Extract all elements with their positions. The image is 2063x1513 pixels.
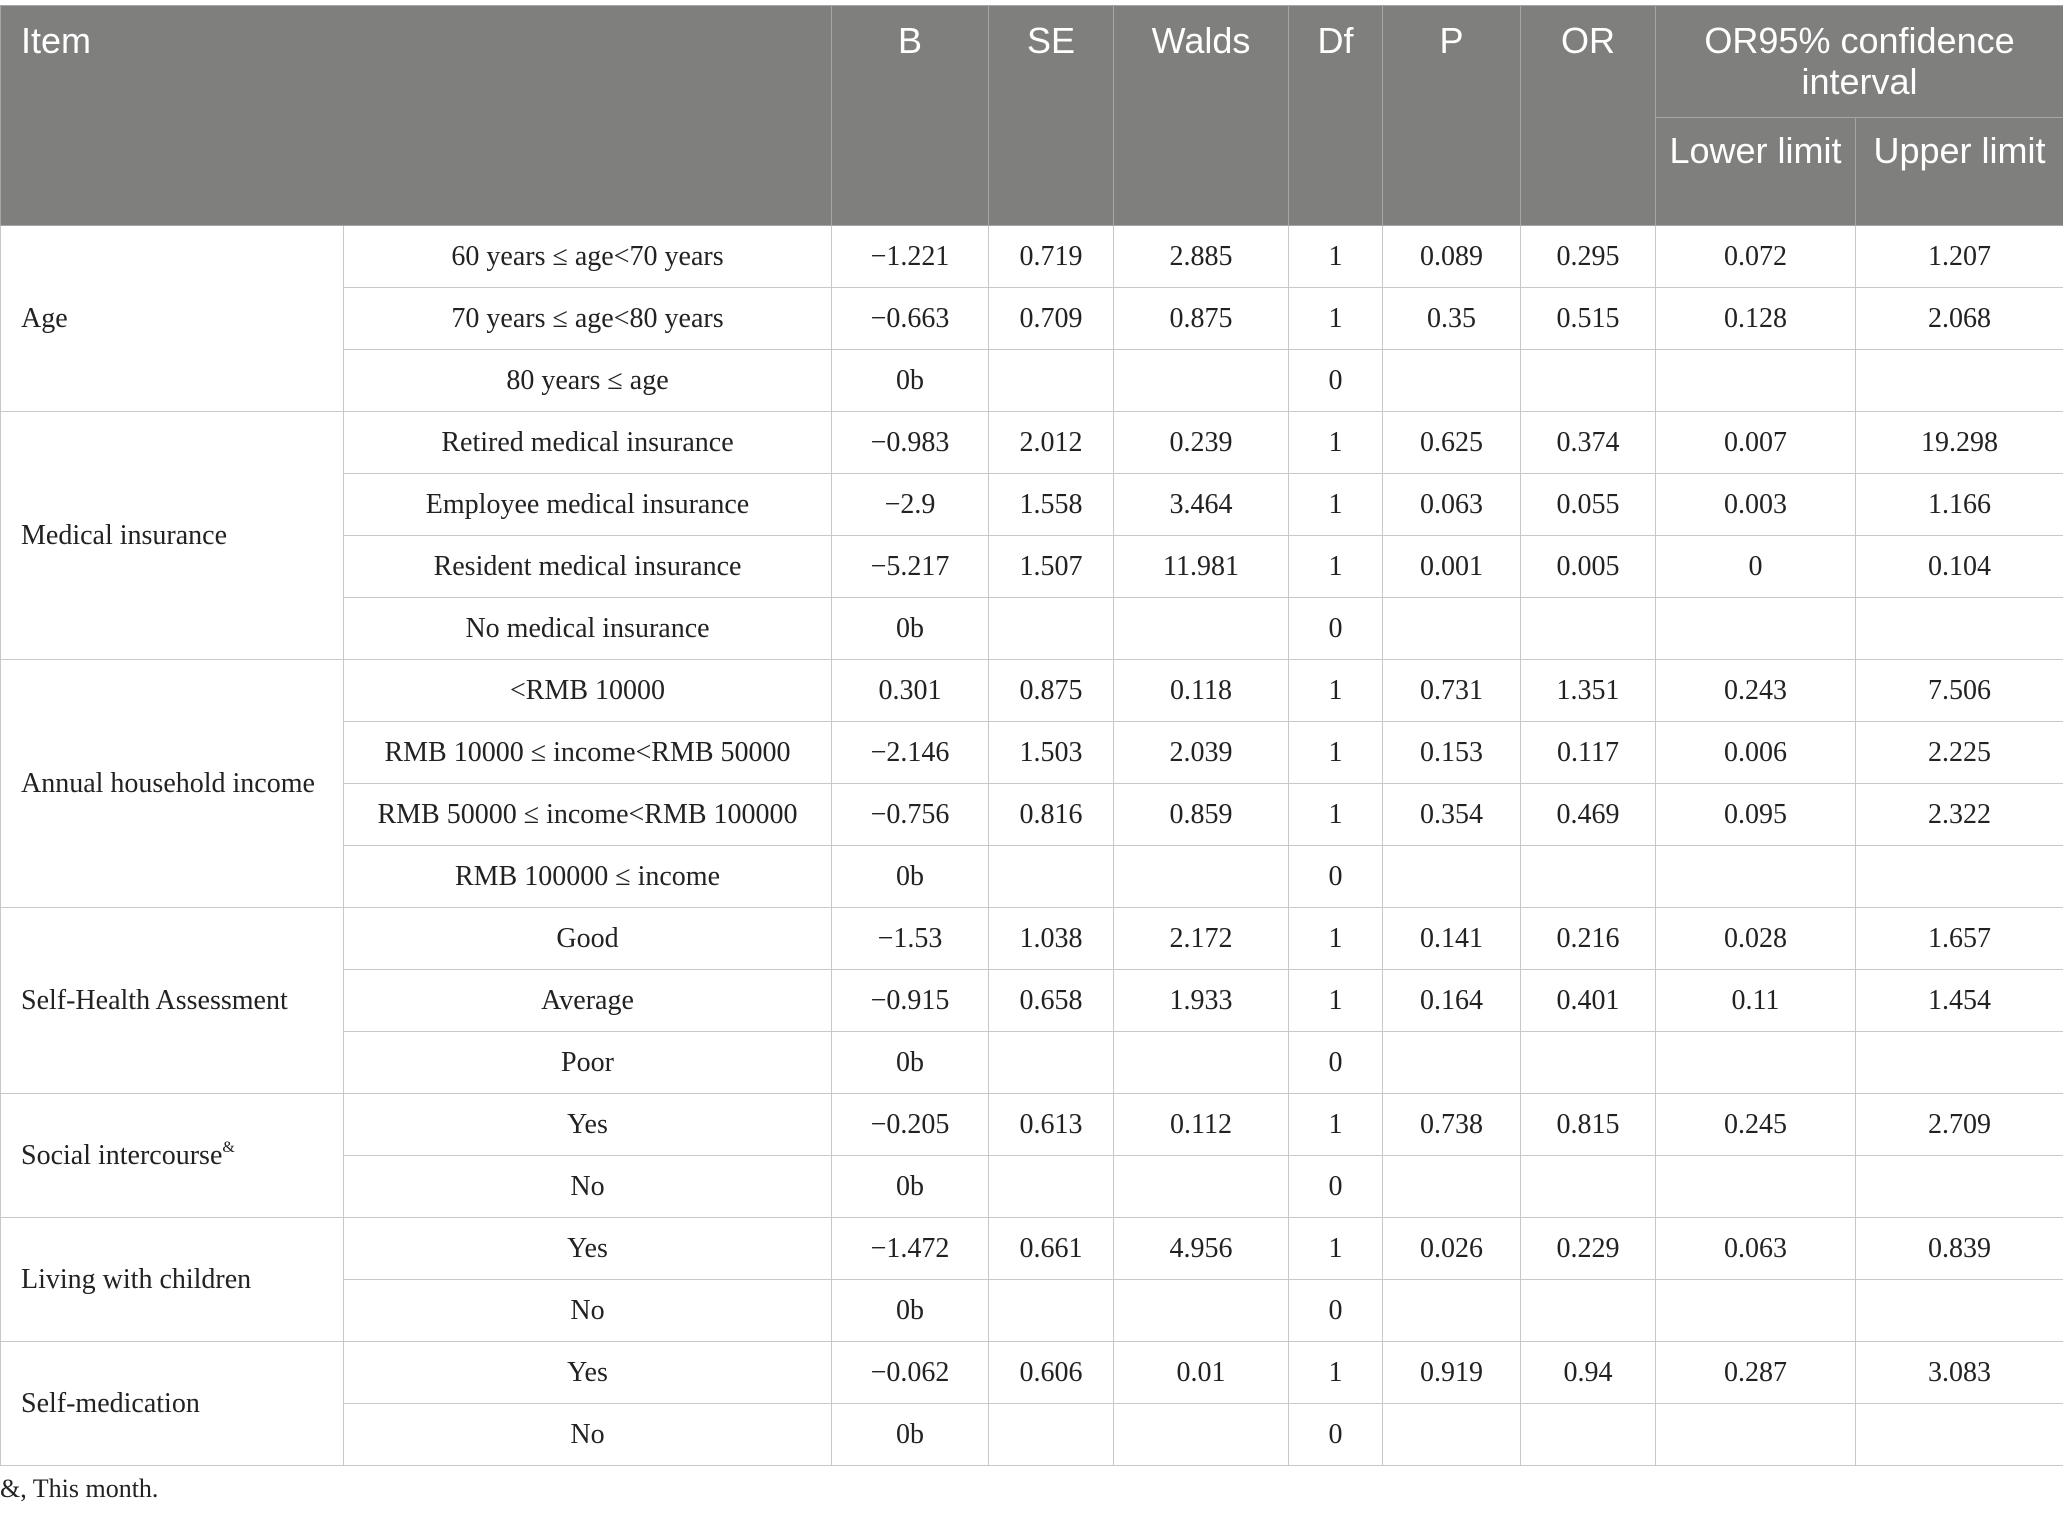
upper-cell: [1856, 1032, 2063, 1094]
or-cell: 0.117: [1521, 722, 1656, 784]
p-cell: 0.625: [1383, 412, 1521, 474]
category-cell: Poor: [344, 1032, 832, 1094]
b-cell: 0b: [832, 1404, 989, 1466]
group-label: [1, 1342, 344, 1466]
lower-cell: [1656, 1032, 1856, 1094]
b-cell: −1.472: [832, 1218, 989, 1280]
se-cell: 0.613: [989, 1094, 1114, 1156]
upper-cell: 1.454: [1856, 970, 2063, 1032]
b-cell: −0.756: [832, 784, 989, 846]
se-cell: 1.507: [989, 536, 1114, 598]
se-cell: 2.012: [989, 412, 1114, 474]
lower-cell: [1656, 1280, 1856, 1342]
se-cell: [989, 350, 1114, 412]
header-or: OR: [1521, 6, 1656, 226]
or-cell: [1521, 1280, 1656, 1342]
header-b: B: [832, 6, 989, 226]
p-cell: [1383, 1404, 1521, 1466]
or-cell: 0.005: [1521, 536, 1656, 598]
category-cell: Employee medical insurance: [344, 474, 832, 536]
lower-cell: [1656, 350, 1856, 412]
category-cell: 60 years ≤ age<70 years: [344, 226, 832, 288]
se-cell: 1.038: [989, 908, 1114, 970]
b-cell: 0b: [832, 846, 989, 908]
df-cell: 0: [1289, 1404, 1383, 1466]
se-cell: [989, 1156, 1114, 1218]
category-cell: RMB 100000 ≤ income: [344, 846, 832, 908]
group-label: [1, 1218, 344, 1342]
category-cell: Yes: [344, 1342, 832, 1404]
b-cell: −0.062: [832, 1342, 989, 1404]
se-cell: [989, 846, 1114, 908]
walds-cell: [1114, 1404, 1289, 1466]
lower-cell: 0: [1656, 536, 1856, 598]
table-header: [1, 6, 2063, 226]
p-cell: 0.738: [1383, 1094, 1521, 1156]
se-cell: 0.658: [989, 970, 1114, 1032]
upper-cell: 19.298: [1856, 412, 2063, 474]
lower-cell: 0.006: [1656, 722, 1856, 784]
upper-cell: 3.083: [1856, 1342, 2063, 1404]
upper-cell: 2.322: [1856, 784, 2063, 846]
se-cell: 0.661: [989, 1218, 1114, 1280]
se-cell: [989, 1404, 1114, 1466]
p-cell: 0.089: [1383, 226, 1521, 288]
group-label-text: Social intercourse: [21, 1139, 223, 1171]
df-cell: 0: [1289, 1156, 1383, 1218]
lower-cell: [1656, 598, 1856, 660]
p-cell: [1383, 598, 1521, 660]
b-cell: −0.663: [832, 288, 989, 350]
or-cell: 0.055: [1521, 474, 1656, 536]
upper-cell: [1856, 350, 2063, 412]
df-cell: 1: [1289, 412, 1383, 474]
b-cell: 0b: [832, 1156, 989, 1218]
df-cell: 1: [1289, 288, 1383, 350]
b-cell: −1.221: [832, 226, 989, 288]
header-upper-limit: Upper limit: [1856, 117, 2063, 226]
category-cell: Retired medical insurance: [344, 412, 832, 474]
or-cell: 0.401: [1521, 970, 1656, 1032]
header-df: Df: [1289, 6, 1383, 226]
df-cell: 1: [1289, 474, 1383, 536]
or-cell: 0.229: [1521, 1218, 1656, 1280]
walds-cell: 2.885: [1114, 226, 1289, 288]
group-label: [1, 226, 344, 412]
lower-cell: 0.243: [1656, 660, 1856, 722]
upper-cell: 0.104: [1856, 536, 2063, 598]
table-row: [1, 412, 2063, 474]
table-row: [1, 1218, 2063, 1280]
category-cell: RMB 50000 ≤ income<RMB 100000: [344, 784, 832, 846]
or-cell: 1.351: [1521, 660, 1656, 722]
upper-cell: 1.207: [1856, 226, 2063, 288]
se-cell: 0.709: [989, 288, 1114, 350]
header-item: Item: [1, 6, 832, 226]
b-cell: 0b: [832, 1280, 989, 1342]
category-cell: No: [344, 1156, 832, 1218]
b-cell: −0.915: [832, 970, 989, 1032]
regression-table: [0, 5, 2063, 1466]
walds-cell: 2.039: [1114, 722, 1289, 784]
p-cell: 0.35: [1383, 288, 1521, 350]
category-cell: No: [344, 1280, 832, 1342]
b-cell: −0.983: [832, 412, 989, 474]
or-cell: [1521, 846, 1656, 908]
group-label-text: Self-medication: [21, 1387, 200, 1419]
or-cell: 0.469: [1521, 784, 1656, 846]
df-cell: 1: [1289, 1342, 1383, 1404]
table-row: [1, 908, 2063, 970]
se-cell: 0.606: [989, 1342, 1114, 1404]
category-cell: Yes: [344, 1218, 832, 1280]
category-cell: Good: [344, 908, 832, 970]
lower-cell: 0.128: [1656, 288, 1856, 350]
category-cell: No medical insurance: [344, 598, 832, 660]
b-cell: −1.53: [832, 908, 989, 970]
p-cell: 0.141: [1383, 908, 1521, 970]
upper-cell: [1856, 1404, 2063, 1466]
or-cell: 0.216: [1521, 908, 1656, 970]
table-body: [1, 226, 2063, 1466]
category-cell: Average: [344, 970, 832, 1032]
walds-cell: 0.118: [1114, 660, 1289, 722]
category-cell: 80 years ≤ age: [344, 350, 832, 412]
or-cell: 0.815: [1521, 1094, 1656, 1156]
walds-cell: 0.859: [1114, 784, 1289, 846]
p-cell: 0.001: [1383, 536, 1521, 598]
lower-cell: 0.003: [1656, 474, 1856, 536]
lower-cell: 0.028: [1656, 908, 1856, 970]
or-cell: 0.374: [1521, 412, 1656, 474]
walds-cell: 3.464: [1114, 474, 1289, 536]
header-se: SE: [989, 6, 1114, 226]
walds-cell: [1114, 1156, 1289, 1218]
or-cell: [1521, 1156, 1656, 1218]
group-label-text: Living with children: [21, 1263, 252, 1295]
walds-cell: [1114, 1280, 1289, 1342]
se-cell: 1.503: [989, 722, 1114, 784]
df-cell: 0: [1289, 350, 1383, 412]
group-label-text: Age: [21, 302, 68, 334]
lower-cell: 0.11: [1656, 970, 1856, 1032]
group-label: [1, 908, 344, 1094]
upper-cell: 1.657: [1856, 908, 2063, 970]
se-cell: [989, 1032, 1114, 1094]
upper-cell: 2.068: [1856, 288, 2063, 350]
df-cell: 1: [1289, 784, 1383, 846]
lower-cell: 0.287: [1656, 1342, 1856, 1404]
category-cell: RMB 10000 ≤ income<RMB 50000: [344, 722, 832, 784]
df-cell: 1: [1289, 722, 1383, 784]
p-cell: 0.354: [1383, 784, 1521, 846]
p-cell: 0.063: [1383, 474, 1521, 536]
b-cell: −0.205: [832, 1094, 989, 1156]
p-cell: [1383, 846, 1521, 908]
walds-cell: 1.933: [1114, 970, 1289, 1032]
df-cell: 0: [1289, 598, 1383, 660]
group-label: [1, 1094, 344, 1218]
b-cell: 0b: [832, 598, 989, 660]
df-cell: 1: [1289, 660, 1383, 722]
walds-cell: 0.875: [1114, 288, 1289, 350]
p-cell: [1383, 350, 1521, 412]
category-cell: <RMB 10000: [344, 660, 832, 722]
b-cell: 0b: [832, 350, 989, 412]
lower-cell: 0.095: [1656, 784, 1856, 846]
lower-cell: 0.072: [1656, 226, 1856, 288]
upper-cell: 2.709: [1856, 1094, 2063, 1156]
lower-cell: [1656, 1156, 1856, 1218]
table-row: [1, 1342, 2063, 1404]
lower-cell: 0.245: [1656, 1094, 1856, 1156]
lower-cell: [1656, 846, 1856, 908]
upper-cell: 0.839: [1856, 1218, 2063, 1280]
df-cell: 1: [1289, 970, 1383, 1032]
walds-cell: 0.239: [1114, 412, 1289, 474]
b-cell: 0b: [832, 1032, 989, 1094]
lower-cell: 0.063: [1656, 1218, 1856, 1280]
table-row: [1, 226, 2063, 288]
se-cell: 0.816: [989, 784, 1114, 846]
walds-cell: [1114, 598, 1289, 660]
b-cell: −2.9: [832, 474, 989, 536]
df-cell: 0: [1289, 1280, 1383, 1342]
category-cell: No: [344, 1404, 832, 1466]
group-label-text: Annual household income: [21, 767, 315, 799]
upper-cell: 2.225: [1856, 722, 2063, 784]
category-cell: Resident medical insurance: [344, 536, 832, 598]
walds-cell: [1114, 1032, 1289, 1094]
walds-cell: [1114, 846, 1289, 908]
p-cell: [1383, 1156, 1521, 1218]
se-cell: 1.558: [989, 474, 1114, 536]
header-ci: OR95% confidence interval: [1656, 6, 2063, 118]
header-walds: Walds: [1114, 6, 1289, 226]
lower-cell: [1656, 1404, 1856, 1466]
b-cell: −2.146: [832, 722, 989, 784]
p-cell: 0.026: [1383, 1218, 1521, 1280]
table-row: [1, 1094, 2063, 1156]
df-cell: 1: [1289, 536, 1383, 598]
walds-cell: 0.112: [1114, 1094, 1289, 1156]
p-cell: [1383, 1280, 1521, 1342]
or-cell: 0.515: [1521, 288, 1656, 350]
walds-cell: 4.956: [1114, 1218, 1289, 1280]
se-cell: 0.875: [989, 660, 1114, 722]
se-cell: [989, 1280, 1114, 1342]
df-cell: 1: [1289, 226, 1383, 288]
category-cell: Yes: [344, 1094, 832, 1156]
df-cell: 1: [1289, 908, 1383, 970]
or-cell: [1521, 598, 1656, 660]
p-cell: 0.153: [1383, 722, 1521, 784]
se-cell: 0.719: [989, 226, 1114, 288]
group-label: [1, 412, 344, 660]
table-row: [1, 660, 2063, 722]
p-cell: 0.164: [1383, 970, 1521, 1032]
se-cell: [989, 598, 1114, 660]
walds-cell: 2.172: [1114, 908, 1289, 970]
upper-cell: 7.506: [1856, 660, 2063, 722]
or-cell: [1521, 1404, 1656, 1466]
df-cell: 0: [1289, 1032, 1383, 1094]
p-cell: 0.731: [1383, 660, 1521, 722]
p-cell: [1383, 1032, 1521, 1094]
upper-cell: [1856, 598, 2063, 660]
category-cell: 70 years ≤ age<80 years: [344, 288, 832, 350]
upper-cell: [1856, 846, 2063, 908]
upper-cell: [1856, 1280, 2063, 1342]
p-cell: 0.919: [1383, 1342, 1521, 1404]
footnote-marker: &: [222, 1138, 235, 1156]
b-cell: −5.217: [832, 536, 989, 598]
or-cell: 0.295: [1521, 226, 1656, 288]
footnote: &, This month.: [0, 1474, 159, 1503]
walds-cell: [1114, 350, 1289, 412]
walds-cell: 0.01: [1114, 1342, 1289, 1404]
header-p: P: [1383, 6, 1521, 226]
lower-cell: 0.007: [1656, 412, 1856, 474]
or-cell: 0.94: [1521, 1342, 1656, 1404]
or-cell: [1521, 350, 1656, 412]
group-label: [1, 660, 344, 908]
upper-cell: [1856, 1156, 2063, 1218]
or-cell: [1521, 1032, 1656, 1094]
upper-cell: 1.166: [1856, 474, 2063, 536]
b-cell: 0.301: [832, 660, 989, 722]
group-label-text: Self-Health Assessment: [21, 984, 288, 1016]
group-label-text: Medical insurance: [21, 519, 228, 551]
header-lower-limit: Lower limit: [1656, 117, 1856, 226]
walds-cell: 11.981: [1114, 536, 1289, 598]
df-cell: 0: [1289, 846, 1383, 908]
df-cell: 1: [1289, 1094, 1383, 1156]
df-cell: 1: [1289, 1218, 1383, 1280]
